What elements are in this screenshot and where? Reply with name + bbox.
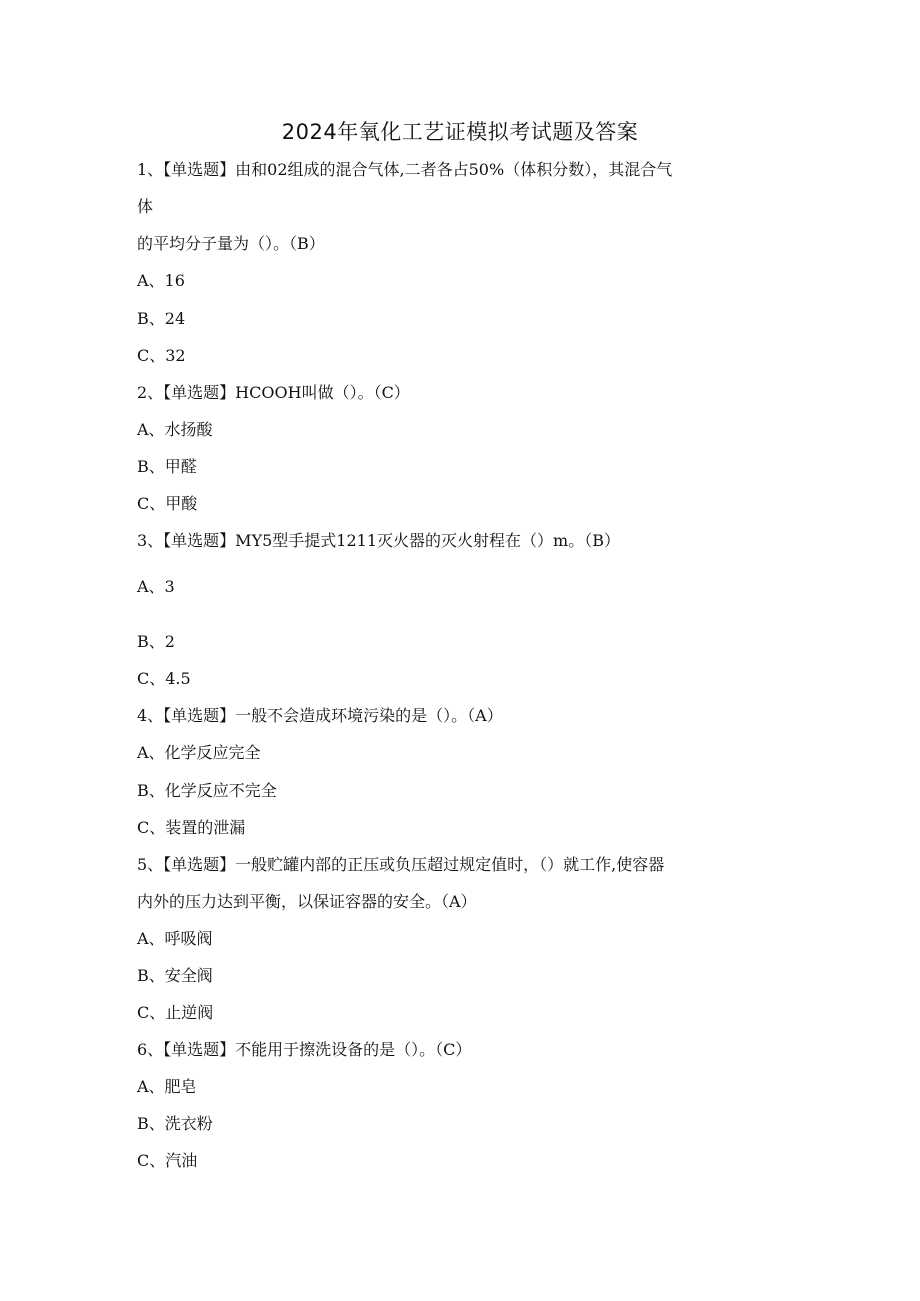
q3-stem: 3、【单选题】MY5型手提式1211灭火器的灭火射程在（）m。（B） (137, 531, 620, 550)
q5-option-c: C、止逆阀 (137, 1003, 214, 1022)
q6-option-c: C、汽油 (137, 1151, 198, 1170)
q1-stem-line-2: 体 (137, 197, 154, 216)
q2-option-a: A、水扬酸 (137, 420, 213, 439)
q1-stem-line-1: 1、【单选题】由和02组成的混合气体,二者各占50%（体积分数），其混合气 (137, 160, 673, 179)
q2-option-b: B、甲醛 (137, 457, 197, 476)
q4-option-a: A、化学反应完全 (137, 743, 261, 762)
q1-option-a: A、16 (137, 271, 185, 290)
q4-option-b: B、化学反应不完全 (137, 781, 277, 800)
q2-stem: 2、【单选题】HCOOH叫做（）。（C） (137, 383, 410, 402)
q4-option-c: C、装置的泄漏 (137, 818, 246, 837)
q1-option-b: B、24 (137, 309, 186, 328)
q3-option-a: A、3 (137, 577, 175, 596)
q5-stem-line-1: 5、【单选题】一般贮罐内部的正压或负压超过规定值时，（）就工作,使容器 (137, 855, 665, 874)
document-title: 2024年氧化工艺证模拟考试题及答案 (281, 120, 639, 144)
q6-stem: 6、【单选题】不能用于擦洗设备的是（）。（C） (137, 1040, 472, 1059)
q5-option-b: B、安全阀 (137, 966, 213, 985)
q5-option-a: A、呼吸阀 (137, 929, 213, 948)
q1-stem-line-3: 的平均分子量为（）。（B） (137, 234, 325, 253)
q4-stem: 4、【单选题】一般不会造成环境污染的是（）。（A） (137, 706, 503, 725)
q3-option-b: B、2 (137, 632, 175, 651)
q5-stem-line-2: 内外的压力达到平衡，以保证容器的安全。（A） (137, 892, 477, 911)
q6-option-a: A、肥皂 (137, 1077, 197, 1096)
q3-option-c: C、4.5 (137, 669, 191, 688)
q6-option-b: B、洗衣粉 (137, 1114, 213, 1133)
q1-option-c: C、32 (137, 346, 186, 365)
q2-option-c: C、甲酸 (137, 494, 198, 513)
